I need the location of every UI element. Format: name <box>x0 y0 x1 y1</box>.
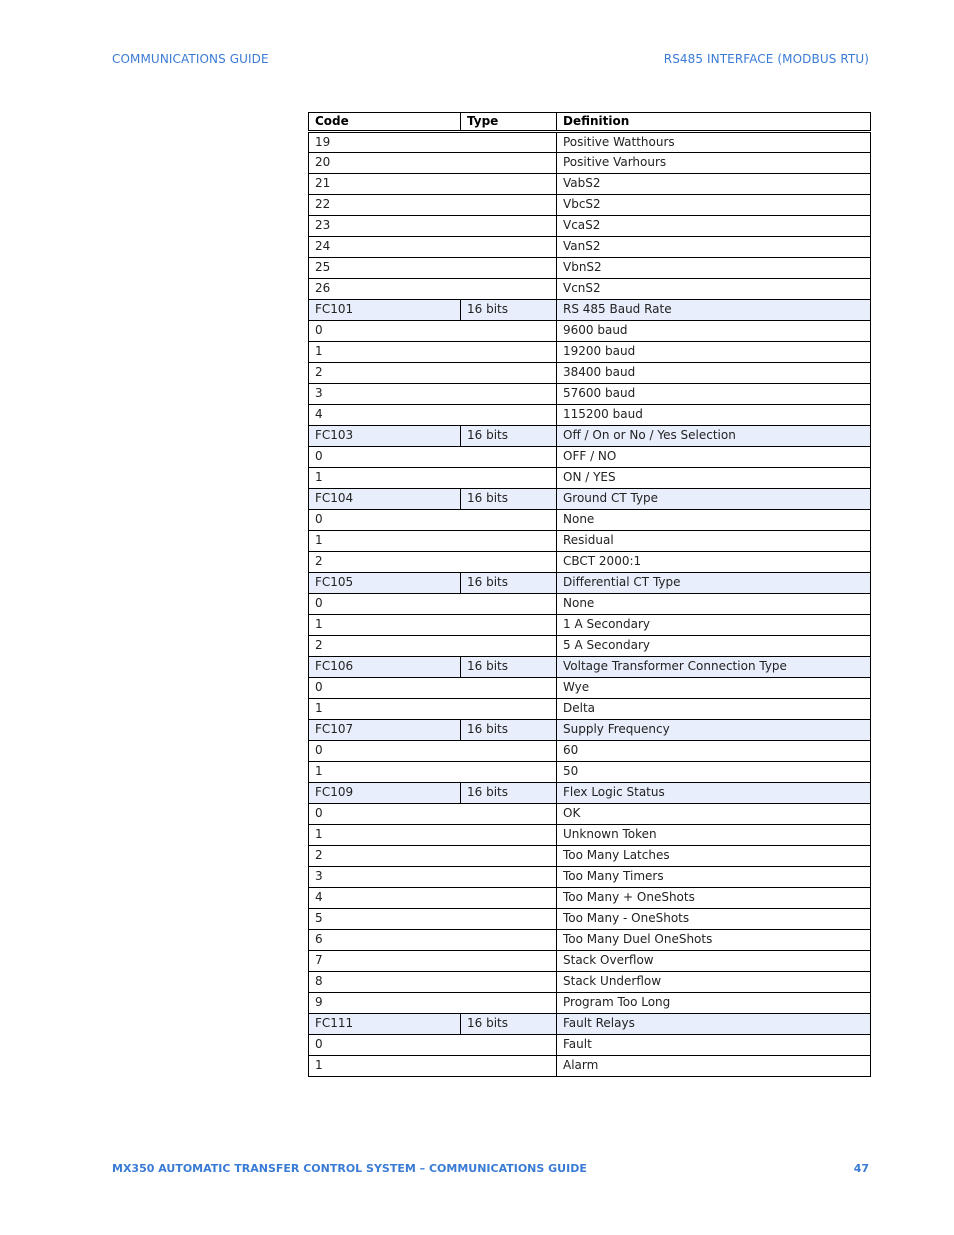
cell-definition: Ground CT Type <box>557 489 871 510</box>
cell-definition: Too Many Latches <box>557 846 871 867</box>
cell-definition: 50 <box>557 762 871 783</box>
cell-definition: 1 A Secondary <box>557 615 871 636</box>
table-row <box>309 909 871 930</box>
table-row <box>309 363 871 384</box>
cell-definition: Off / On or No / Yes Selection <box>557 426 871 447</box>
cell-code: FC105 <box>309 573 461 594</box>
table-row-group-header <box>309 489 871 510</box>
table-row <box>309 594 871 615</box>
table-row <box>309 510 871 531</box>
table-row <box>309 552 871 573</box>
cell-code: 1 <box>309 615 557 636</box>
cell-definition: RS 485 Baud Rate <box>557 300 871 321</box>
cell-code: FC106 <box>309 657 461 678</box>
cell-type: 16 bits <box>461 426 557 447</box>
cell-type: 16 bits <box>461 720 557 741</box>
cell-definition: Fault Relays <box>557 1014 871 1035</box>
table-row <box>309 447 871 468</box>
table-row <box>309 678 871 699</box>
cell-code: 0 <box>309 594 557 615</box>
cell-definition: Unknown Token <box>557 825 871 846</box>
table-row <box>309 195 871 216</box>
cell-definition: Supply Frequency <box>557 720 871 741</box>
cell-type: 16 bits <box>461 489 557 510</box>
cell-code: 1 <box>309 699 557 720</box>
table-row <box>309 993 871 1014</box>
cell-code: 24 <box>309 237 557 258</box>
table-row <box>309 279 871 300</box>
cell-definition: Too Many Timers <box>557 867 871 888</box>
cell-code: 20 <box>309 153 557 174</box>
table-row <box>309 825 871 846</box>
table-row <box>309 531 871 552</box>
cell-definition: Alarm <box>557 1056 871 1077</box>
cell-code: 4 <box>309 405 557 426</box>
cell-definition: 5 A Secondary <box>557 636 871 657</box>
cell-code: 23 <box>309 216 557 237</box>
running-header-right: RS485 INTERFACE (MODBUS RTU) <box>663 52 869 66</box>
table-row <box>309 804 871 825</box>
cell-definition: Positive Varhours <box>557 153 871 174</box>
cell-definition: OFF / NO <box>557 447 871 468</box>
cell-code: 0 <box>309 1035 557 1056</box>
table-row <box>309 153 871 174</box>
cell-code: 9 <box>309 993 557 1014</box>
table-row <box>309 867 871 888</box>
table-row <box>309 132 871 153</box>
cell-definition: Flex Logic Status <box>557 783 871 804</box>
cell-code: 6 <box>309 930 557 951</box>
table-row <box>309 1056 871 1077</box>
cell-type: 16 bits <box>461 300 557 321</box>
table-row-group-header <box>309 657 871 678</box>
table-row <box>309 237 871 258</box>
cell-code: 0 <box>309 804 557 825</box>
table-row <box>309 846 871 867</box>
cell-definition: VbcS2 <box>557 195 871 216</box>
table-row <box>309 888 871 909</box>
cell-definition: Program Too Long <box>557 993 871 1014</box>
cell-code: 5 <box>309 909 557 930</box>
cell-code: 21 <box>309 174 557 195</box>
cell-code: 22 <box>309 195 557 216</box>
cell-code: 1 <box>309 762 557 783</box>
table-row <box>309 216 871 237</box>
table-row <box>309 321 871 342</box>
table-row-group-header <box>309 573 871 594</box>
cell-definition: VabS2 <box>557 174 871 195</box>
cell-definition: Too Many Duel OneShots <box>557 930 871 951</box>
cell-code: 2 <box>309 363 557 384</box>
table-row <box>309 699 871 720</box>
cell-definition: 115200 baud <box>557 405 871 426</box>
cell-definition: Residual <box>557 531 871 552</box>
cell-code: 7 <box>309 951 557 972</box>
cell-code: FC103 <box>309 426 461 447</box>
cell-code: 3 <box>309 384 557 405</box>
cell-definition: Too Many - OneShots <box>557 909 871 930</box>
table-row <box>309 762 871 783</box>
cell-code: 1 <box>309 1056 557 1077</box>
cell-definition: Stack Underflow <box>557 972 871 993</box>
cell-code: 26 <box>309 279 557 300</box>
cell-code: 1 <box>309 531 557 552</box>
table-row <box>309 468 871 489</box>
cell-definition: Differential CT Type <box>557 573 871 594</box>
cell-code: 19 <box>309 132 557 153</box>
footer-title: MX350 AUTOMATIC TRANSFER CONTROL SYSTEM – COMMUNICATIONS GUIDE <box>112 1162 587 1175</box>
cell-code: 0 <box>309 741 557 762</box>
column-header-type: Type <box>461 113 557 132</box>
cell-definition: Delta <box>557 699 871 720</box>
cell-definition: 19200 baud <box>557 342 871 363</box>
cell-definition: Fault <box>557 1035 871 1056</box>
table-row <box>309 405 871 426</box>
cell-code: 1 <box>309 825 557 846</box>
cell-definition: 57600 baud <box>557 384 871 405</box>
table-row <box>309 972 871 993</box>
cell-definition: Too Many + OneShots <box>557 888 871 909</box>
cell-code: 1 <box>309 342 557 363</box>
cell-definition: OK <box>557 804 871 825</box>
cell-code: 8 <box>309 972 557 993</box>
table-row <box>309 342 871 363</box>
table-row <box>309 741 871 762</box>
cell-code: 1 <box>309 468 557 489</box>
cell-definition: CBCT 2000:1 <box>557 552 871 573</box>
cell-code: 0 <box>309 447 557 468</box>
table-header-row <box>309 113 871 132</box>
cell-code: 2 <box>309 552 557 573</box>
table-row <box>309 258 871 279</box>
cell-definition: Positive Watthours <box>557 132 871 153</box>
table-row-group-header <box>309 720 871 741</box>
cell-definition: Stack Overflow <box>557 951 871 972</box>
column-header-definition: Definition <box>557 113 871 132</box>
table-body <box>309 132 871 1077</box>
table-row-group-header <box>309 300 871 321</box>
cell-definition: ON / YES <box>557 468 871 489</box>
table-row <box>309 615 871 636</box>
cell-definition: None <box>557 594 871 615</box>
running-header-left: COMMUNICATIONS GUIDE <box>112 52 269 66</box>
cell-code: 3 <box>309 867 557 888</box>
cell-code: 0 <box>309 510 557 531</box>
table-row-group-header <box>309 1014 871 1035</box>
cell-code: FC104 <box>309 489 461 510</box>
cell-code: FC109 <box>309 783 461 804</box>
cell-definition: Voltage Transformer Connection Type <box>557 657 871 678</box>
cell-code: 4 <box>309 888 557 909</box>
cell-code: 0 <box>309 321 557 342</box>
table-row <box>309 1035 871 1056</box>
cell-code: FC111 <box>309 1014 461 1035</box>
cell-type: 16 bits <box>461 783 557 804</box>
table-row <box>309 930 871 951</box>
table-row-group-header <box>309 426 871 447</box>
cell-definition: 60 <box>557 741 871 762</box>
cell-definition: None <box>557 510 871 531</box>
table-row <box>309 384 871 405</box>
cell-code: FC107 <box>309 720 461 741</box>
cell-definition: VbnS2 <box>557 258 871 279</box>
page-number: 47 <box>853 1162 869 1175</box>
column-header-code: Code <box>309 113 461 132</box>
cell-definition: VanS2 <box>557 237 871 258</box>
cell-code: 25 <box>309 258 557 279</box>
cell-type: 16 bits <box>461 573 557 594</box>
cell-type: 16 bits <box>461 657 557 678</box>
cell-definition: VcaS2 <box>557 216 871 237</box>
cell-code: 0 <box>309 678 557 699</box>
cell-definition: VcnS2 <box>557 279 871 300</box>
cell-code: FC101 <box>309 300 461 321</box>
cell-definition: 9600 baud <box>557 321 871 342</box>
cell-code: 2 <box>309 636 557 657</box>
cell-code: 2 <box>309 846 557 867</box>
table-row <box>309 951 871 972</box>
format-codes-table <box>308 112 871 1077</box>
table-row <box>309 174 871 195</box>
cell-definition: 38400 baud <box>557 363 871 384</box>
table-row <box>309 636 871 657</box>
cell-type: 16 bits <box>461 1014 557 1035</box>
table-row-group-header <box>309 783 871 804</box>
cell-definition: Wye <box>557 678 871 699</box>
